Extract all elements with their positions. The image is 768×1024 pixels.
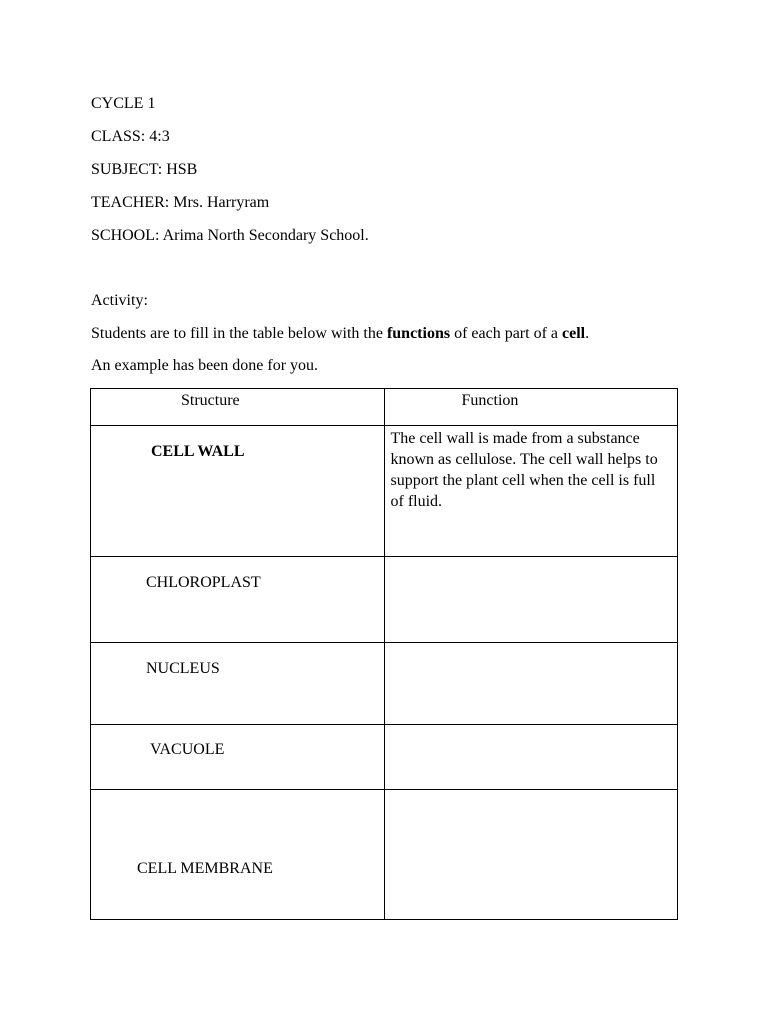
table-row bbox=[91, 557, 678, 643]
header-function: Function bbox=[384, 389, 678, 426]
table-row bbox=[91, 643, 678, 725]
structure-cell bbox=[91, 790, 385, 920]
cell-functions-table bbox=[90, 388, 678, 920]
header-structure: Structure bbox=[91, 389, 385, 426]
instruction-text-2: of each part of a bbox=[450, 325, 562, 342]
school-label: SCHOOL: Arima North Secondary School. bbox=[91, 227, 369, 244]
instruction-text-3: . bbox=[585, 325, 590, 342]
structure-label: CELL MEMBRANE bbox=[137, 860, 273, 877]
function-cell[interactable] bbox=[384, 426, 678, 557]
function-text: The cell wall is made from a substance known as cellulose. The cell wall helps to support the plant cell when the cell is full of fluid. bbox=[390, 430, 658, 510]
function-cell[interactable] bbox=[384, 643, 678, 725]
activity-instruction bbox=[91, 324, 589, 344]
function-text bbox=[385, 790, 678, 792]
table-row bbox=[91, 790, 678, 920]
subject-label: SUBJECT: HSB bbox=[91, 161, 198, 178]
function-cell[interactable] bbox=[384, 557, 678, 643]
function-cell[interactable] bbox=[384, 725, 678, 790]
example-note: An example has been done for you. bbox=[91, 357, 319, 374]
instruction-bold-cell: cell bbox=[562, 325, 586, 342]
class-label: CLASS: 4:3 bbox=[91, 128, 170, 145]
table-header-row bbox=[91, 389, 678, 426]
instruction-text-1: Students are to fill in the table below with the bbox=[91, 325, 387, 342]
instruction-bold-functions: functions bbox=[386, 325, 451, 342]
function-cell[interactable] bbox=[384, 790, 678, 920]
teacher-label: TEACHER: Mrs. Harryram bbox=[91, 194, 270, 211]
structure-label: CHLOROPLAST bbox=[146, 574, 261, 591]
structure-label: VACUOLE bbox=[150, 741, 225, 758]
structure-cell bbox=[91, 725, 385, 790]
structure-label: NUCLEUS bbox=[146, 660, 220, 677]
function-text bbox=[385, 725, 678, 727]
structure-cell bbox=[91, 557, 385, 643]
structure-label: CELL WALL bbox=[151, 443, 245, 460]
table-row bbox=[91, 426, 678, 557]
function-text bbox=[385, 643, 678, 645]
cycle-label: CYCLE 1 bbox=[91, 95, 156, 112]
structure-cell bbox=[91, 426, 385, 557]
function-text bbox=[385, 557, 678, 559]
activity-heading: Activity: bbox=[91, 292, 148, 309]
table-row bbox=[91, 725, 678, 790]
structure-cell bbox=[91, 643, 385, 725]
